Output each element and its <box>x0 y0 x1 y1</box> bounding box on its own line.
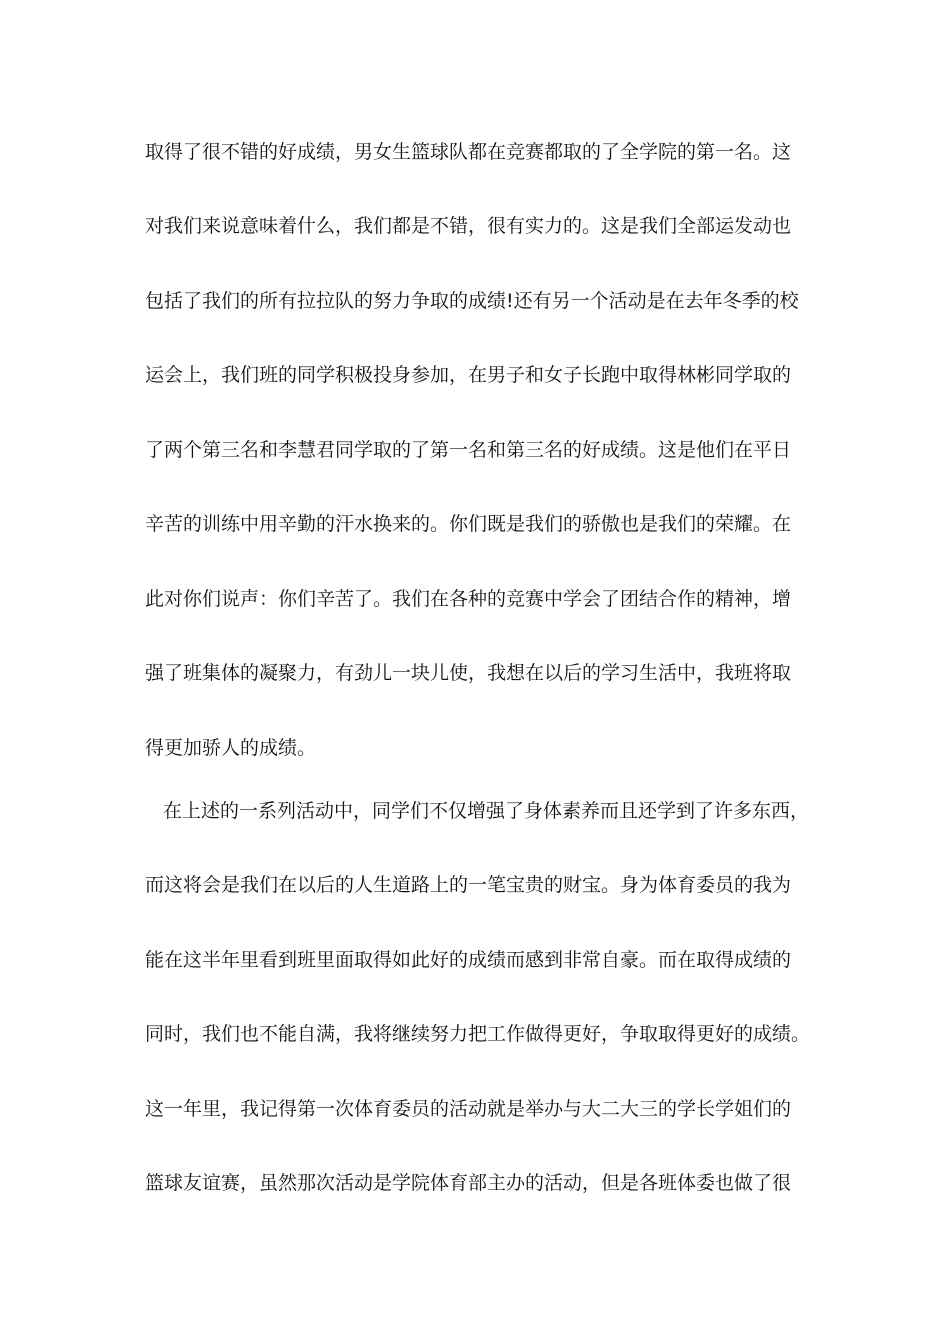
text-line: 强了班集体的凝聚力，有劲儿一块儿使，我想在以后的学习生活中，我班将取 <box>145 662 792 684</box>
text-line: 同时，我们也不能自满，我将继续努力把工作做得更好，争取取得更好的成绩。 <box>145 1023 810 1045</box>
text-line: 对我们来说意味着什么，我们都是不错，很有实力的。这是我们全部运发动也 <box>145 215 792 237</box>
text-line: 取得了很不错的好成绩，男女生篮球队都在竞赛都取的了全学院的第一名。这 <box>145 141 792 163</box>
text-line: 篮球友谊赛，虽然那次活动是学院体育部主办的活动，但是各班体委也做了很 <box>145 1172 792 1194</box>
text-line: 得更加骄人的成绩。 <box>145 737 317 759</box>
text-line: 在上述的一系列活动中，同学们不仅增强了身体素养而且还学到了许多东西， <box>163 800 810 822</box>
text-line: 能在这半年里看到班里面取得如此好的成绩而感到非常自豪。而在取得成绩的 <box>145 949 792 971</box>
text-line: 辛苦的训练中用辛勤的汗水换来的。你们既是我们的骄傲也是我们的荣耀。在 <box>145 513 792 535</box>
text-line: 运会上，我们班的同学积极投身参加，在男子和女子长跑中取得林彬同学取的 <box>145 364 792 386</box>
text-line: 而这将会是我们在以后的人生道路上的一笔宝贵的财宝。身为体育委员的我为 <box>145 874 792 896</box>
text-line: 此对你们说声：你们辛苦了。我们在各种的竞赛中学会了团结合作的精神，增 <box>145 588 792 610</box>
text-line: 包括了我们的所有拉拉队的努力争取的成绩!还有另一个活动是在去年冬季的校 <box>145 290 799 312</box>
text-line: 了两个第三名和李慧君同学取的了第一名和第三名的好成绩。这是他们在平日 <box>145 439 792 461</box>
text-line: 这一年里，我记得第一次体育委员的活动就是举办与大二大三的学长学姐们的 <box>145 1098 792 1120</box>
